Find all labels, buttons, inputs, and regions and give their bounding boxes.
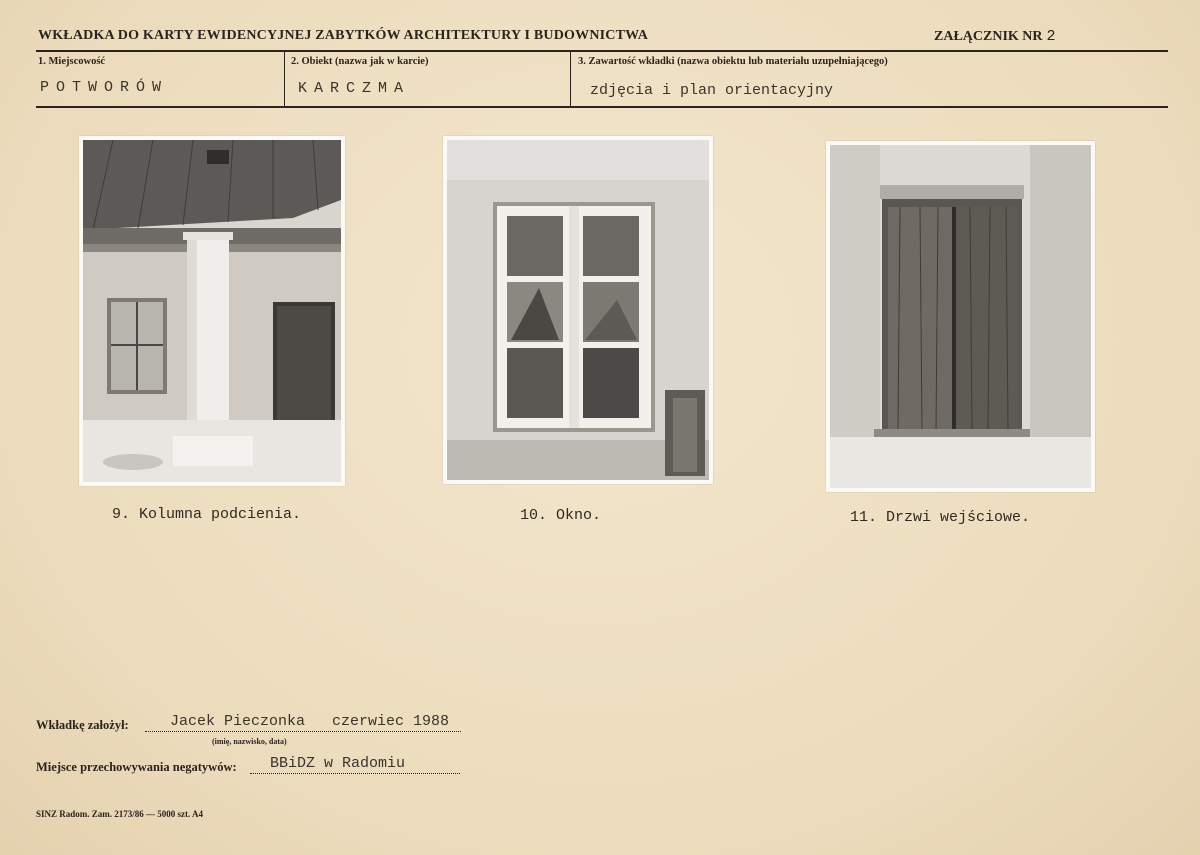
object-value: KARCZMA <box>298 80 411 97</box>
storage-line <box>250 773 460 774</box>
fields-rule <box>36 106 1168 108</box>
photo-caption-9: 9. Kolumna podcienia. <box>112 506 302 523</box>
author-line <box>145 731 461 732</box>
photo-door-image <box>830 145 1091 488</box>
author-label: Wkładkę założył: <box>36 718 129 732</box>
contents-label: 3. Zawartość wkładki (nazwa obiektu lub materiału uzupełniającego) <box>578 56 888 67</box>
author-hint: (imię, nazwisko, data) <box>212 737 287 746</box>
photo-caption-10: 10. Okno. <box>520 507 602 524</box>
photo-door <box>826 141 1095 492</box>
author-value: Jacek Pieczonka czerwiec 1988 <box>170 713 450 730</box>
photo-window <box>443 136 713 484</box>
photo-window-image <box>447 140 709 480</box>
photo-column <box>79 136 345 486</box>
photo-caption-11: 11. Drzwi wejściowe. <box>850 509 1031 526</box>
annex-number: 2 <box>1046 28 1056 45</box>
photo-column-image <box>83 140 341 482</box>
storage-value: BBiDZ w Radomiu <box>270 755 406 772</box>
locality-label: 1. Miejscowość <box>38 56 106 67</box>
field-divider-2 <box>570 50 571 106</box>
annex-label <box>934 28 1056 45</box>
field-divider-1 <box>284 50 285 106</box>
document-title: WKŁADKA DO KARTY EWIDENCYJNEJ ZABYTKÓW ARCHITEKTURY I BUDOWNICTWA <box>38 28 649 43</box>
contents-value: zdjęcia i plan orientacyjny <box>590 82 834 99</box>
storage-label: Miejsce przechowywania negatywów: <box>36 760 237 774</box>
object-label: 2. Obiekt (nazwa jak w karcie) <box>291 56 429 67</box>
header-rule <box>36 50 1168 52</box>
locality-value: POTWORÓW <box>40 79 169 96</box>
annex-label-text: ZAŁĄCZNIK NR <box>934 29 1043 44</box>
print-info: SINZ Radom. Zam. 2173/86 — 5000 szt. A4 <box>36 809 204 819</box>
